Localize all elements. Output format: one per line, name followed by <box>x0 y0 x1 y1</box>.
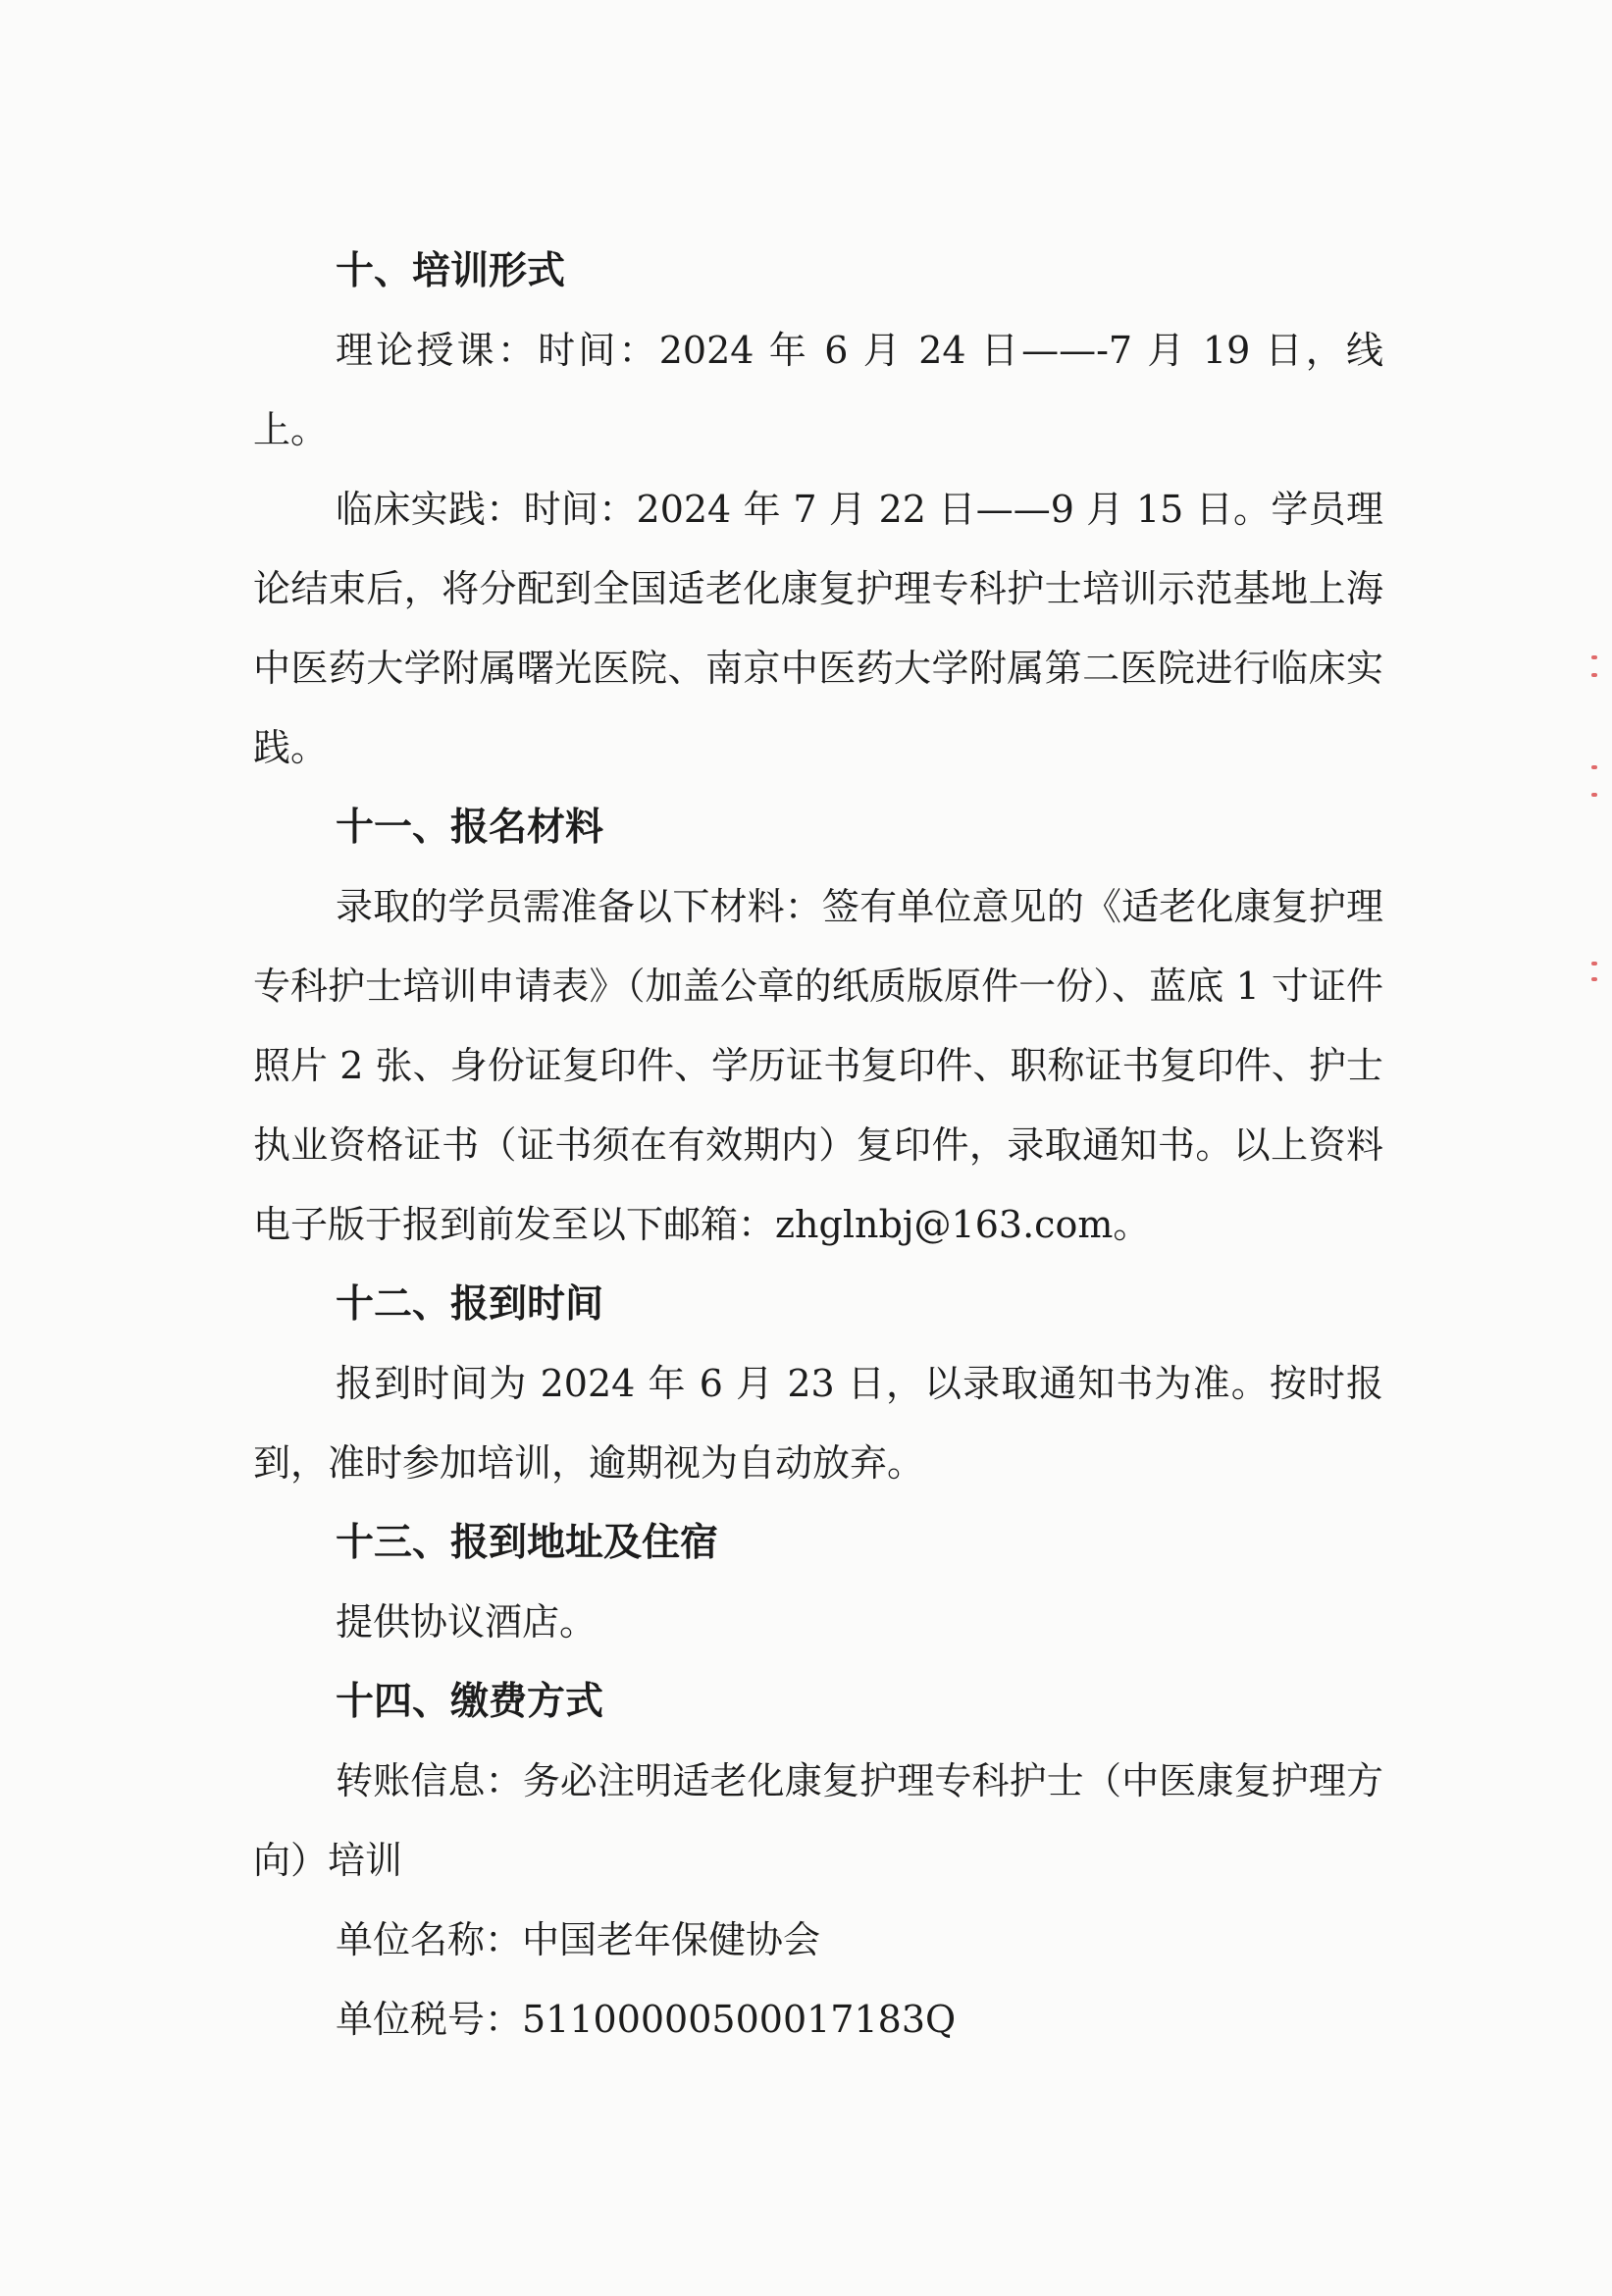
section-heading: 十四、缴费方式 <box>336 1680 604 1724</box>
section-heading: 十二、报到时间 <box>336 1282 604 1327</box>
paragraph-clinical: 临床实践：时间：2024 年 7 月 22 日——9 月 15 日。学员理论结束后，将分配到全国适老化康复护理专科护士培训示范基地上海中医药大学附属曙光医院、南京中医药大学附属第二医院进行临床实践。 <box>253 488 1383 769</box>
paragraph-hotel: 提供协议酒店。 <box>336 1600 598 1644</box>
paragraph-registration-time: 报到时间为 2024 年 6 月 23 日，以录取通知书为准。按时报到，准时参加培训，逾期视为自动放弃。 <box>253 1362 1383 1485</box>
document-body <box>253 232 1383 2060</box>
section-heading: 十、培训形式 <box>336 249 566 293</box>
paragraph-theory: 理论授课：时间：2024 年 6 月 24 日——-7 月 19 日，线上。 <box>253 329 1383 451</box>
section-materials <box>253 788 1383 1265</box>
section-payment <box>253 1662 1383 2060</box>
paragraph-transfer-info: 转账信息：务必注明适老化康复护理专科护士（中医康复护理方向）培训 <box>253 1759 1383 1882</box>
paragraph-unit-name: 单位名称：中国老年保健协会 <box>336 1918 821 1961</box>
section-address <box>253 1503 1383 1662</box>
paragraph-materials: 录取的学员需准备以下材料：签有单位意见的《适老化康复护理专科护士培训申请表》（加盖公章的纸质版原件一份）、蓝底 1 寸证件照片 2 张、身份证复印件、学历证书复印件、职称证书复印件、护士执业资格证书（证书须在有效期内）复印件，录取通知书。以上资料电子版于报到前发至以下邮箱：zhglnbj@163.com。 <box>253 885 1383 1246</box>
section-heading: 十一、报名材料 <box>336 806 604 850</box>
section-heading: 十三、报到地址及住宿 <box>336 1521 719 1565</box>
section-registration-time <box>253 1265 1383 1503</box>
paragraph-tax-id: 单位税号：51100000500017183Q <box>336 1998 957 2041</box>
section-training-format <box>253 232 1383 788</box>
seal-edge-marks <box>1587 648 1612 1001</box>
